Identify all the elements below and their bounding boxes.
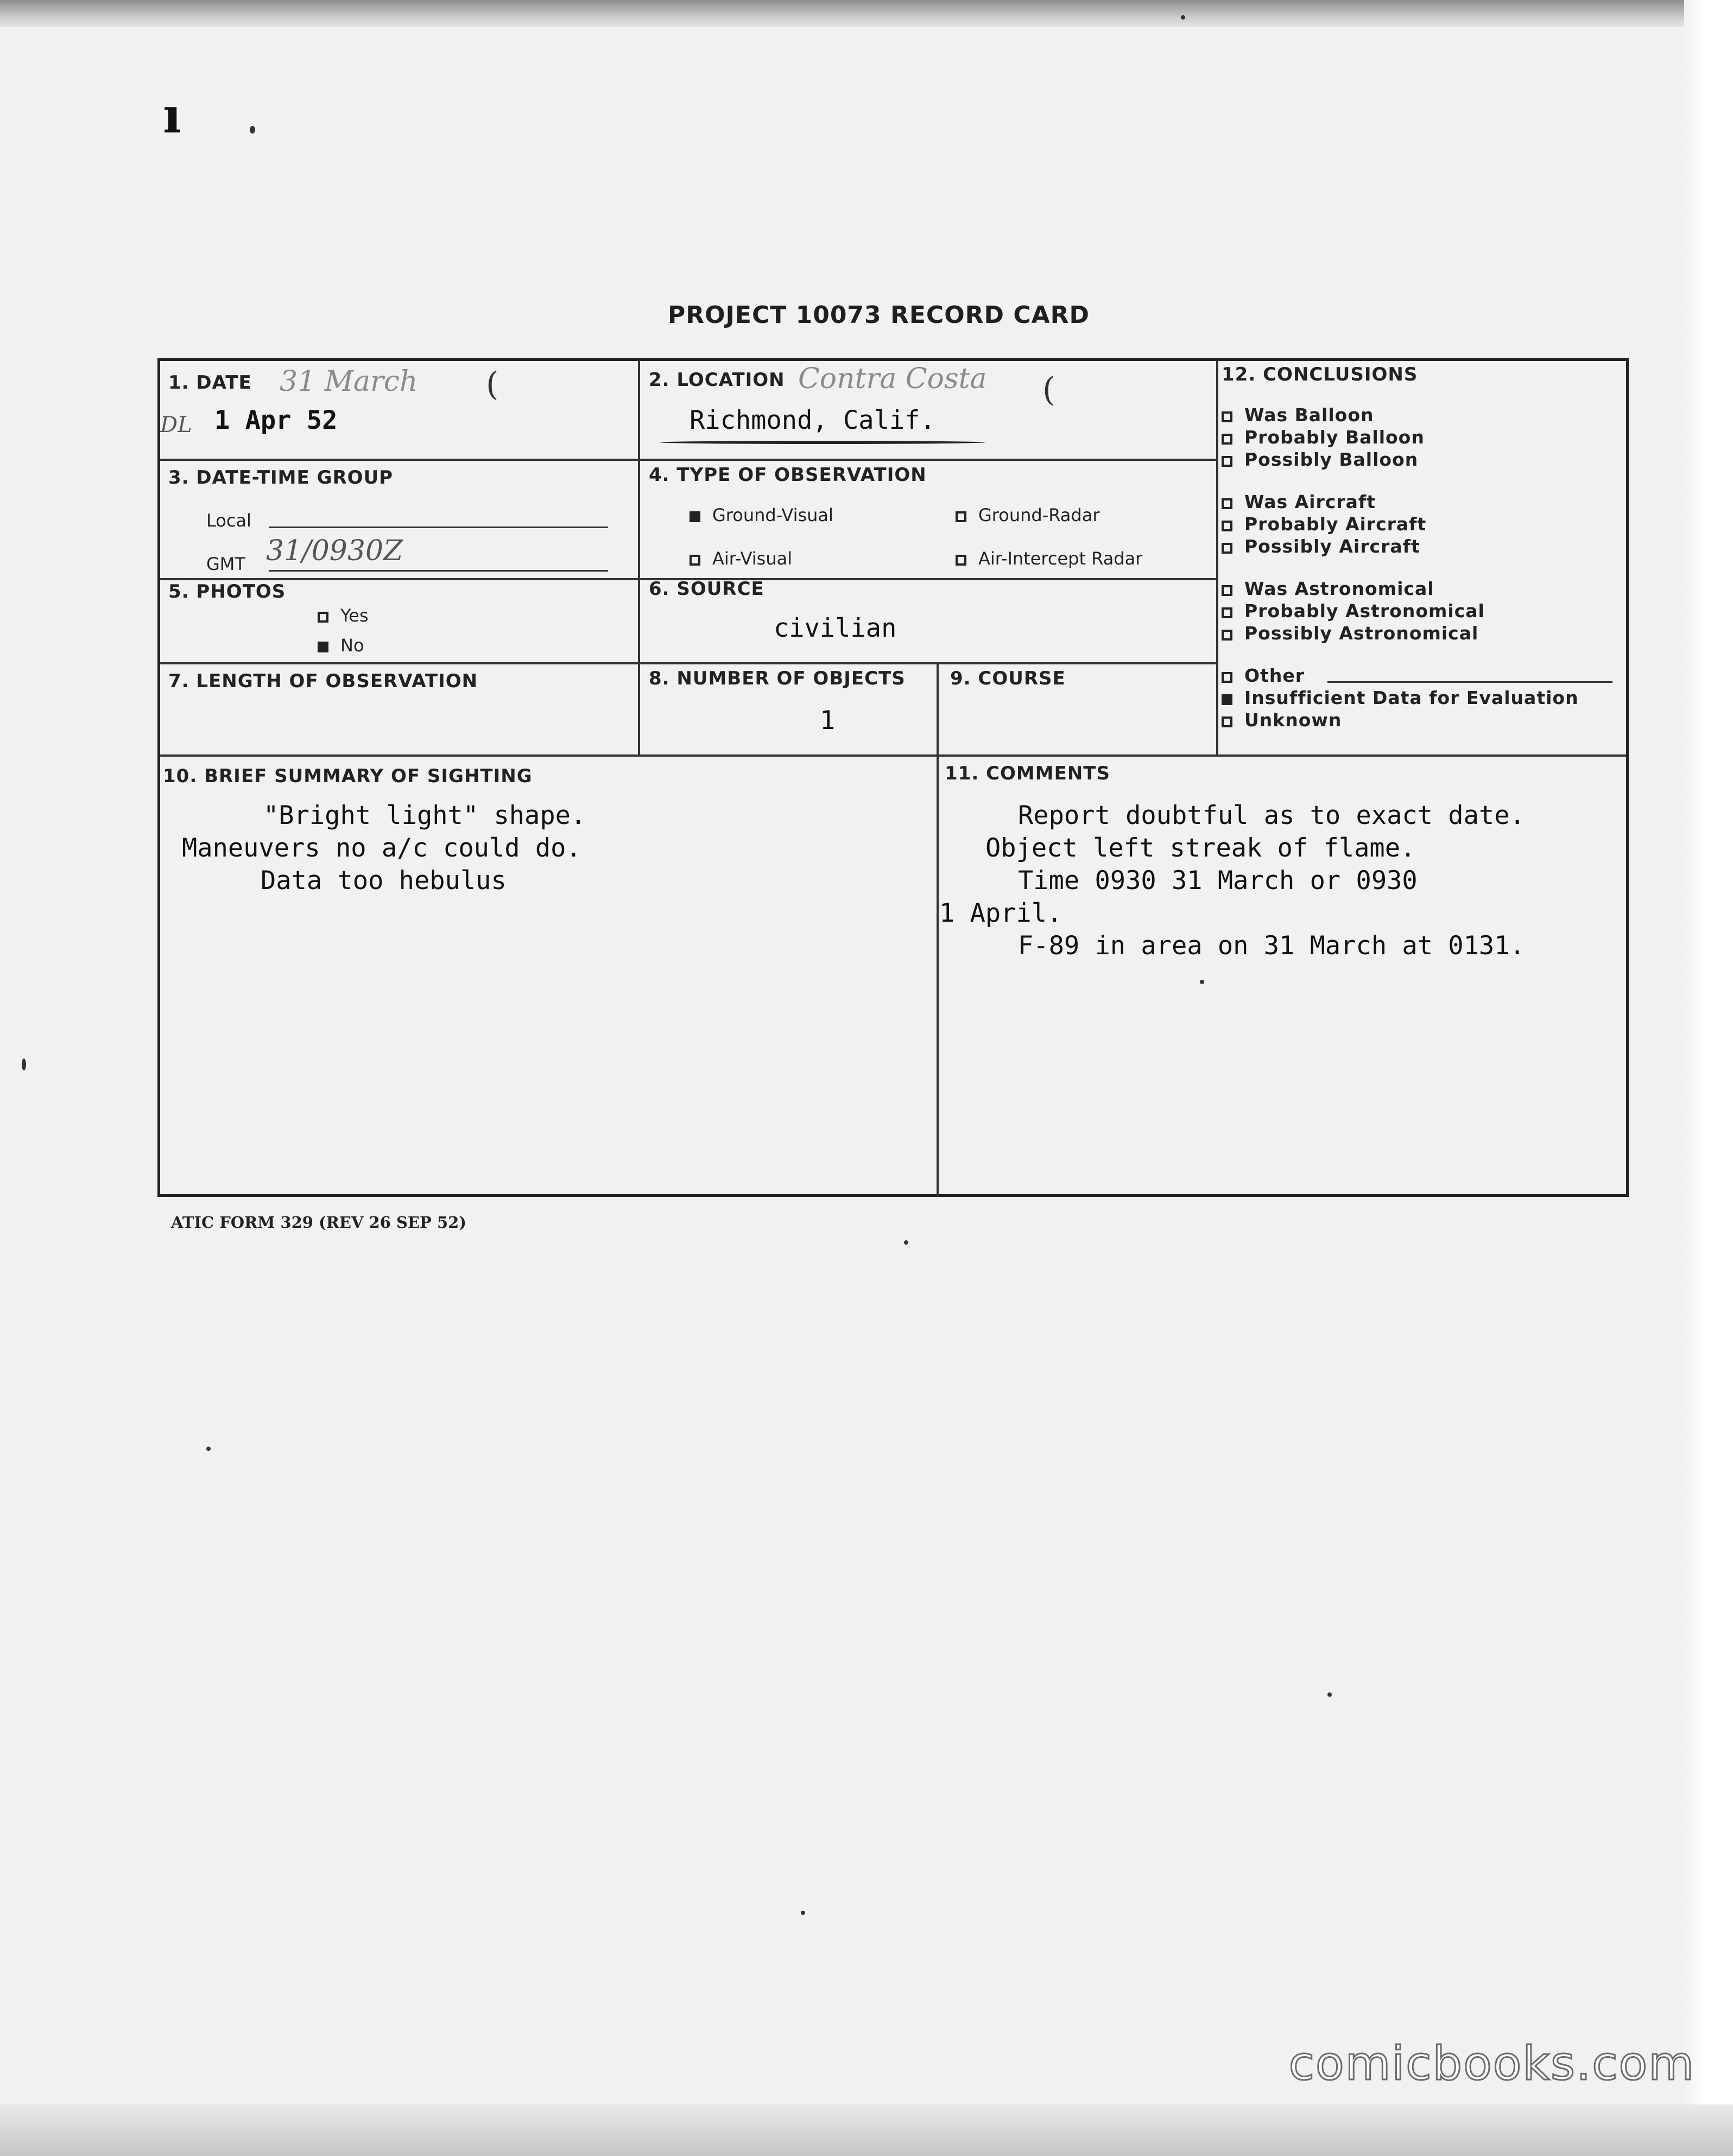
- checkbox-icon: [1222, 630, 1232, 641]
- scan-speck: [801, 1911, 805, 1915]
- checkbox-icon: [690, 555, 700, 566]
- scan-speck: [904, 1240, 908, 1245]
- scan-speck: [22, 1058, 26, 1070]
- scan-speck: [1327, 1692, 1332, 1697]
- conclusion-option: Was Aircraft: [1222, 491, 1376, 512]
- checkbox-icon: [1222, 498, 1232, 509]
- conclusion-option: Probably Astronomical: [1222, 600, 1485, 622]
- objects-label: 8. NUMBER OF OBJECTS: [649, 668, 906, 689]
- summary-label: 10. BRIEF SUMMARY OF SIGHTING: [163, 765, 533, 787]
- scan-bottom-edge: [0, 2104, 1733, 2156]
- source-value: civilian: [774, 613, 897, 643]
- punch-dot: [250, 126, 255, 134]
- comments-label: 11. COMMENTS: [945, 763, 1110, 784]
- obs-ground-radar: Ground-Radar: [956, 505, 1099, 525]
- watermark: comicbooks.com: [1288, 2037, 1695, 2091]
- summary-line: Maneuvers no a/c could do.: [182, 833, 581, 863]
- comments-line: Report doubtful as to exact date.: [1018, 801, 1525, 830]
- gmt-handwritten: 31/0930Z: [266, 535, 403, 567]
- checkbox-icon: [1222, 411, 1232, 422]
- course-label: 9. COURSE: [950, 668, 1066, 689]
- obs-air-visual: Air-Visual: [690, 548, 792, 569]
- objects-value: 1: [820, 706, 836, 735]
- checkbox-icon: [1222, 716, 1232, 727]
- type-label: 4. TYPE OF OBSERVATION: [649, 464, 927, 486]
- date-handwritten: 31 March: [280, 365, 418, 398]
- record-card: [157, 358, 1629, 1197]
- scan-speck: [1200, 980, 1204, 984]
- scan-right-edge: [1684, 0, 1733, 2156]
- conclusion-option: Probably Balloon: [1222, 427, 1425, 448]
- conclusion-option: Possibly Astronomical: [1222, 623, 1478, 644]
- checkbox-icon: [318, 612, 328, 623]
- checkbox-icon: [1222, 456, 1232, 467]
- checkbox-icon: [1222, 521, 1232, 531]
- obs-ground-visual: Ground-Visual: [690, 505, 833, 525]
- summary-line: "Bright light" shape.: [263, 801, 586, 830]
- photos-label: 5. PHOTOS: [168, 581, 286, 603]
- scan-speck: [1181, 15, 1185, 20]
- date-label: 1. DATE: [168, 372, 252, 394]
- checkbox-icon: [956, 511, 966, 522]
- conclusion-option: Insufficient Data for Evaluation: [1222, 687, 1579, 708]
- checkbox-icon: [956, 555, 966, 566]
- checkbox-icon: [1222, 543, 1232, 554]
- conclusion-option-other: Other: [1222, 665, 1305, 686]
- conclusion-option: Possibly Aircraft: [1222, 536, 1420, 557]
- length-label: 7. LENGTH OF OBSERVATION: [168, 670, 478, 692]
- scan-top-edge: [0, 0, 1733, 27]
- other-line: [1327, 681, 1612, 683]
- conclusions-label: 12. CONCLUSIONS: [1222, 364, 1418, 385]
- date-prefix: DL: [160, 413, 192, 437]
- checkbox-checked-icon: [1222, 694, 1232, 705]
- photos-yes: Yes: [318, 605, 369, 626]
- location-value: Richmond, Calif.: [690, 405, 935, 435]
- checkbox-checked-icon: [690, 511, 700, 522]
- date-value: 1 Apr 52: [214, 405, 338, 435]
- checkbox-icon: [1222, 672, 1232, 683]
- checkbox-icon: [1222, 585, 1232, 596]
- conclusion-option: Was Astronomical: [1222, 578, 1434, 599]
- bracket-mark: (: [486, 365, 499, 403]
- comments-line: F-89 in area on 31 March at 0131.: [1018, 931, 1525, 961]
- dtg-label: 3. DATE-TIME GROUP: [168, 467, 394, 489]
- bracket-mark: (: [1042, 371, 1055, 409]
- obs-air-intercept-radar: Air-Intercept Radar: [956, 548, 1142, 569]
- conclusion-option: Was Balloon: [1222, 404, 1374, 426]
- conclusion-option: Possibly Balloon: [1222, 449, 1418, 470]
- comments-line: Time 0930 31 March or 0930: [1018, 866, 1418, 896]
- source-label: 6. SOURCE: [649, 578, 764, 600]
- checkbox-icon: [1222, 434, 1232, 445]
- punch-mark: ı: [163, 87, 182, 144]
- checkbox-icon: [1222, 607, 1232, 618]
- location-label: 2. LOCATION: [649, 369, 785, 391]
- location-handwritten: Contra Costa: [798, 363, 987, 395]
- conclusion-option: Probably Aircraft: [1222, 513, 1426, 535]
- conclusion-option: Unknown: [1222, 709, 1342, 731]
- summary-line: Data too hebulus: [261, 866, 507, 896]
- checkbox-checked-icon: [318, 642, 328, 652]
- card-title: PROJECT 10073 RECORD CARD: [668, 301, 1090, 329]
- location-underline: [660, 441, 985, 444]
- local-line: [269, 527, 608, 528]
- photos-no: No: [318, 635, 364, 656]
- gmt-line: [269, 570, 608, 572]
- gmt-label: GMT: [206, 554, 245, 574]
- comments-line: Object left streak of flame.: [985, 833, 1416, 863]
- local-label: Local: [206, 510, 251, 531]
- scan-speck: [206, 1447, 211, 1451]
- comments-line: 1 April.: [939, 898, 1062, 928]
- form-id: ATIC FORM 329 (REV 26 SEP 52): [171, 1213, 467, 1232]
